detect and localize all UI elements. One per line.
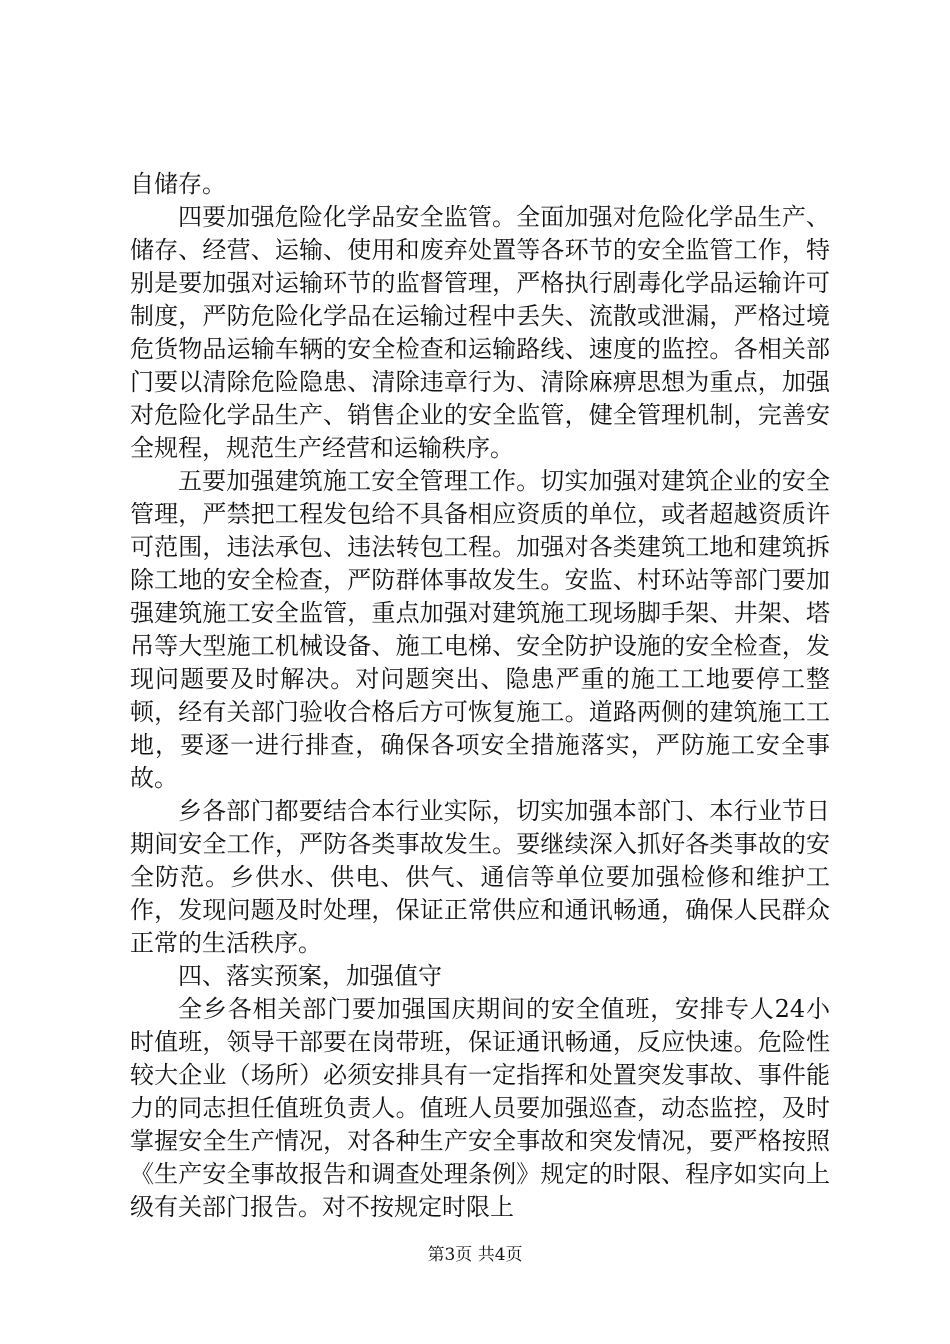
document-body — [130, 168, 830, 1224]
paragraph-3: 五要加强建筑施工安全管理工作。切实加强对建筑企业的安全管理，严禁把工程发包给不具备相应资质的单位，或者超越资质许可范围，违法承包、违法转包工程。加强对各类建筑工地和建筑拆除工地的安全检查，严防群体事故发生。安监、村环站等部门要加强建筑施工安全监管，重点加强对建筑施工现场脚手架、井架、塔吊等大型施工机械设备、施工电梯、安全防护设施的安全检查，发现问题要及时解决。对问题突出、隐患严重的施工工地要停工整顿，经有关部门验收合格后方可恢复施工。道路两侧的建筑施工工地，要逐一进行排查，确保各项安全措施落实，严防施工安全事故。 — [130, 467, 830, 792]
paragraph-1: 自储存。 — [130, 170, 226, 198]
paragraph-2: 四要加强危险化学品安全监管。全面加强对危险化学品生产、储存、经营、运输、使用和废弃处置等各环节的安全监管工作，特别是要加强对运输环节的监督管理，严格执行剧毒化学品运输许可制度，严防危险化学品在运输过程中丢失、流散或泄漏，严格过境危货物品运输车辆的安全检查和运输路线、速度的监控。各相关部门要以清除危险隐患、清除违章行为、清除麻痹思想为重点，加强对危险化学品生产、销售企业的安全监管，健全管理机制，完善安全规程，规范生产经营和运输秩序。 — [130, 203, 830, 462]
page-footer — [0, 1244, 950, 1266]
page-number: 第3页 共4页 — [427, 1245, 523, 1265]
paragraph-5: 全乡各相关部门要加强国庆期间的安全值班，安排专人24小时值班，领导干部要在岗带班，保证通讯畅通，反应快速。危险性较大企业（场所）必须安排具有一定指挥和处置突发事故、事件能力的同志担任值班负责人。值班人员要加强巡查，动态监控，及时掌握安全生产情况，对各种生产安全事故和突发情况，要严格按照《生产安全事故报告和调查处理条例》规定的时限、程序如实向上级有关部门报告。对不按规定时限上 — [130, 995, 830, 1221]
section-heading: 四、落实预案，加强值守 — [178, 962, 442, 990]
paragraph-4: 乡各部门都要结合本行业实际，切实加强本部门、本行业节日期间安全工作，严防各类事故发生。要继续深入抓好各类事故的安全防范。乡供水、供电、供气、通信等单位要加强检修和维护工作，发现问题及时处理，保证正常供应和通讯畅通，确保人民群众正常的生活秩序。 — [130, 797, 830, 957]
